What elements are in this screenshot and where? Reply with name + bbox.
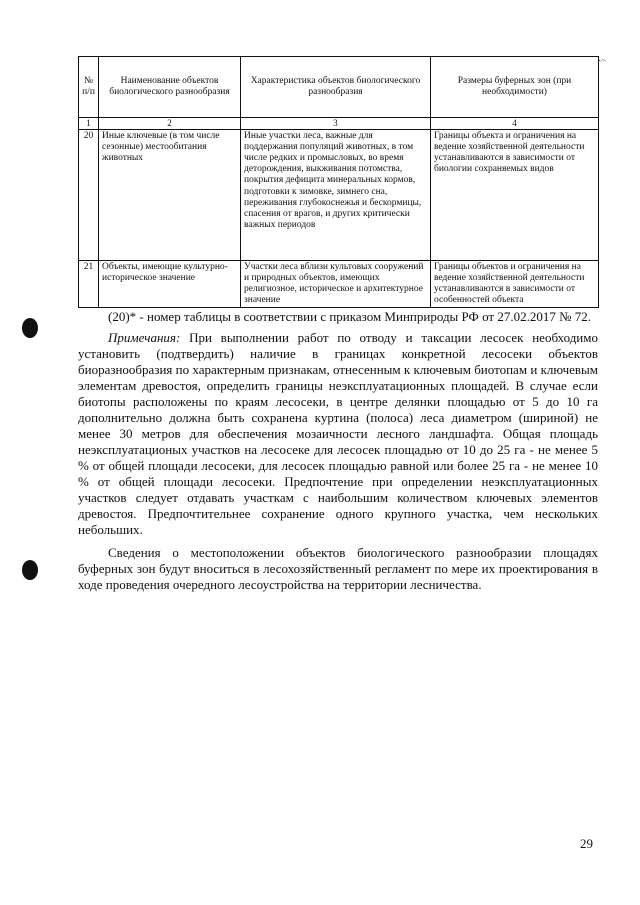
row-buffer: Границы объектов и ограничения на ведение хозяйственной деятельности устанавливаются в зависимости от особенностей объекта bbox=[431, 260, 599, 308]
column-number: 1 bbox=[79, 118, 99, 130]
header-characteristic: Характеристика объектов биологического разнообразия bbox=[241, 57, 431, 118]
header-number: № п/п bbox=[79, 57, 99, 118]
row-number: 20 bbox=[79, 129, 99, 260]
notes-paragraph bbox=[78, 330, 598, 538]
column-number: 2 bbox=[99, 118, 241, 130]
column-numbers-row bbox=[79, 118, 599, 130]
biodiversity-table bbox=[78, 56, 599, 308]
header-object-name: Наименование объектов биологического разнообразия bbox=[99, 57, 241, 118]
page-number: 29 bbox=[580, 836, 593, 851]
footnote: (20)* - номер таблицы в соответствии с приказом Минприроды РФ от 27.02.2017 № 72. bbox=[108, 309, 591, 324]
row-buffer: Границы объекта и ограничения на ведение хозяйственной деятельности устанавливаются в зависимости от биологии сохраняемых видов bbox=[431, 129, 599, 260]
table-row bbox=[79, 129, 599, 260]
row-object-name: Иные ключевые (в том числе сезонные) местообитания животных bbox=[99, 129, 241, 260]
row-characteristic: Иные участки леса, важные для поддержания популяций животных, в том числе редких и промысловых, во время деторождения, выкживания потомства, покрытия дефицита минеральных кормов, подготовки к зимовке, зимнего сна, переживания глубокоснежья и бескормицы, спасения от врагов, и других критически важных периодов bbox=[241, 129, 431, 260]
table-header-row bbox=[79, 57, 599, 118]
header-buffer-size: Размеры буферных зон (при необходимости) bbox=[431, 57, 599, 118]
column-number: 4 bbox=[431, 118, 599, 130]
punch-hole-top bbox=[22, 318, 38, 338]
row-characteristic: Участки леса вблизи культовых сооружений и природных объектов, имеющих религиозное, историческое и архитектурное значение bbox=[241, 260, 431, 308]
scan-mark: ᐧ𝄐 bbox=[598, 56, 607, 67]
table-row bbox=[79, 260, 599, 308]
row-object-name: Объекты, имеющие культурно-историческое значение bbox=[99, 260, 241, 308]
notes-text: При выполнении работ по отводу и таксации лесосек необходимо установить (подтвердить) наличие в границах конкретной лесосеки объектов биоразнообразия по характерным признакам, отнесенным к ключевым биотопам и ключевым элементам древостоя, определить границы неэксплуатационных площадей. В случае если биотопы расположены по краям лесосеки, в центре делянки площадью от 5 до 10 га дополнительно должна быть сохранена куртина (полоса) леса диаметром (шириной) не менее 30 метров для обеспечения мозаичности лесного ландшафта. Общая площадь неэксплуатационых участков на лесосеке для лесосек площадью от 10 до 25 га - не менее 5 % от общей площади лесосеки, для лесосек площадью равной или более 25 га - не менее 10 % от общей площади лесосеки. Предпочтение при определении неэксплуатационных участков следует отдавать участкам с наибольшим количеством ключевых элементов древостоя. Предпочтительнее сохранение одного крупного участка, чем нескольких небольших. bbox=[78, 330, 598, 537]
punch-hole-bottom bbox=[22, 560, 38, 580]
row-number: 21 bbox=[79, 260, 99, 308]
column-number: 3 bbox=[241, 118, 431, 130]
notes-label: Примечания: bbox=[108, 330, 181, 345]
info-paragraph: Сведения о местоположении объектов биологического разнообразии площадях буферных зон будут вноситься в лесохозяйственный регламент по мере их проектирования в ходе проведения очередного лесоустройства на территории лесничества. bbox=[78, 545, 598, 592]
